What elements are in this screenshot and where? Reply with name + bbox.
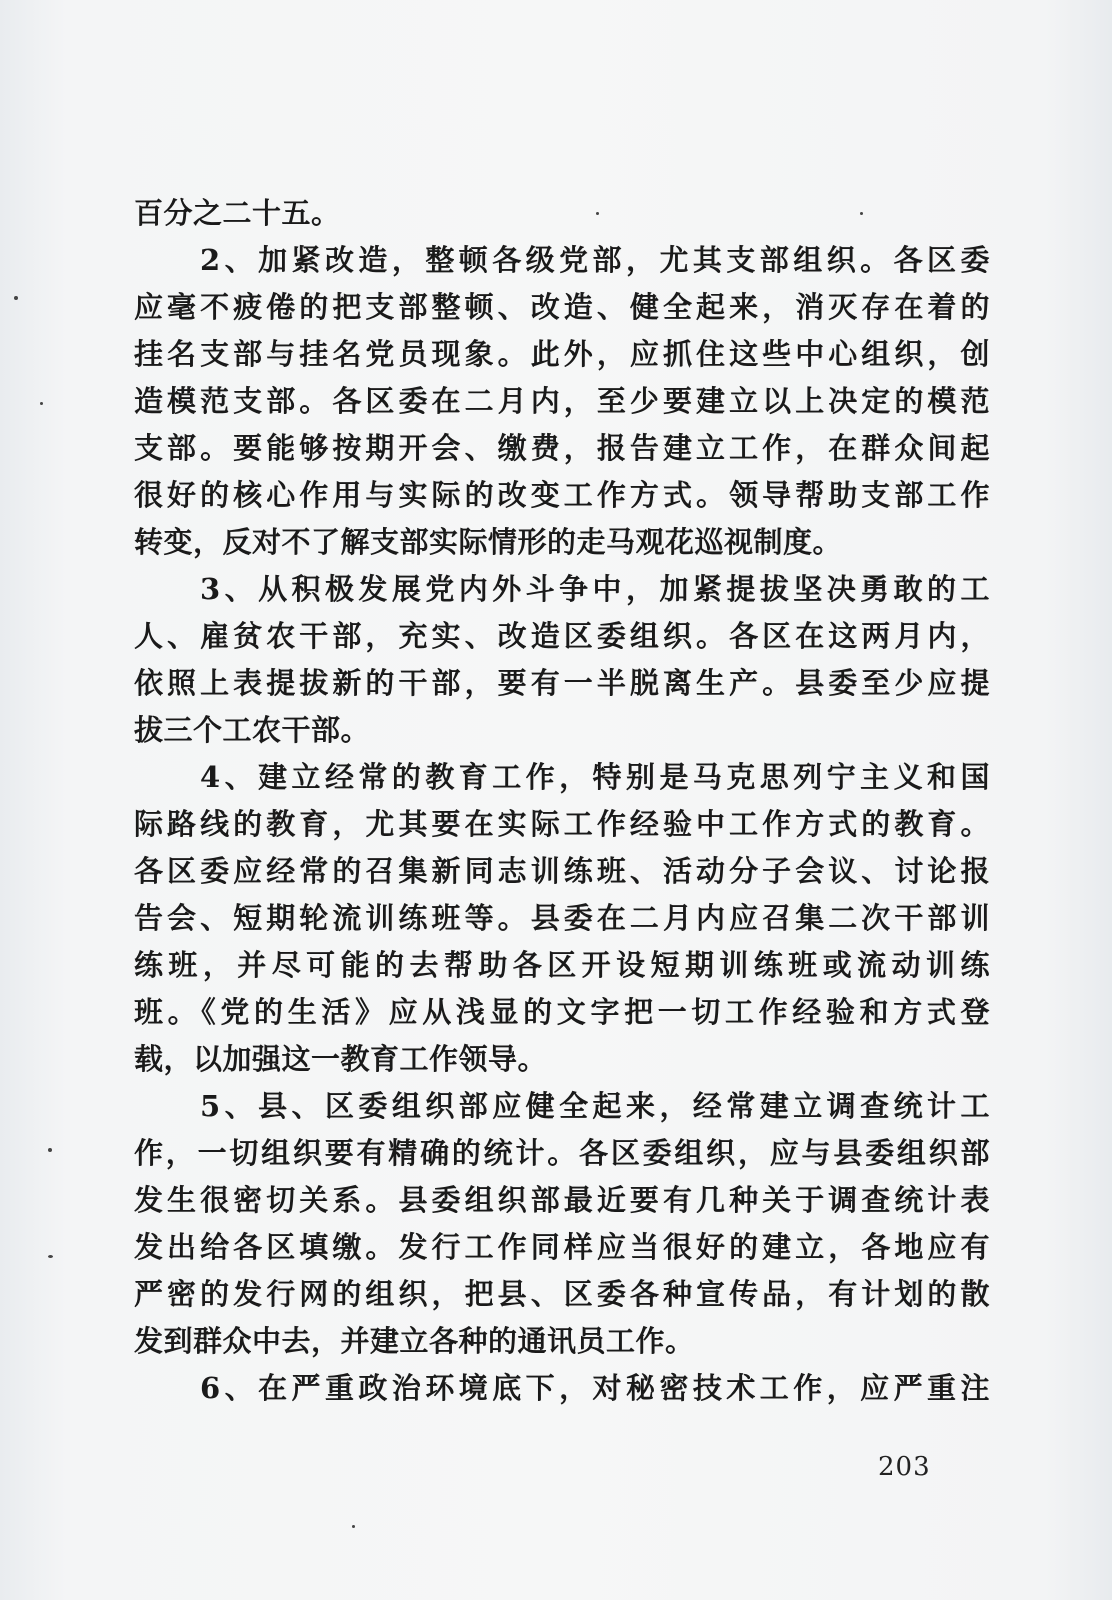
- scan-speck: [48, 1148, 52, 1152]
- text-line: 告会、短期轮流训练班等。县委在二月内应召集二次干部训: [134, 901, 990, 935]
- text-line: 练班，并尽可能的去帮助各区开设短期训练班或流动训练: [134, 948, 990, 982]
- text-line: 载，以加强这一教育工作领导。: [134, 1042, 548, 1076]
- text-line: 5、县、区委组织部应健全起来，经常建立调查统计工: [200, 1089, 990, 1123]
- text-line: 3、从积极发展党内外斗争中，加紧提拔坚决勇敢的工: [200, 572, 990, 606]
- text-line: 严密的发行网的组织，把县、区委各种宣传品，有计划的散: [134, 1277, 990, 1311]
- text-line: 应毫不疲倦的把支部整顿、改造、健全起来，消灭存在着的: [134, 290, 990, 324]
- text-line: 6、在严重政治环境底下，对秘密技术工作，应严重注: [200, 1371, 990, 1405]
- body-text: [134, 190, 990, 1412]
- text-line: 4、建立经常的教育工作，特别是马克思列宁主义和国: [200, 760, 990, 794]
- page-number: 203: [878, 1452, 931, 1482]
- scan-speck: [48, 1255, 53, 1258]
- text-line: 很好的核心作用与实际的改变工作方式。领导帮助支部工作: [134, 478, 990, 512]
- text-line: 转变，反对不了解支部实际情形的走马观花巡视制度。: [134, 525, 843, 559]
- scan-speck: [14, 296, 18, 300]
- text-line: 作，一切组织要有精确的统计。各区委组织，应与县委组织部: [134, 1136, 990, 1170]
- text-line: 际路线的教育，尤其要在实际工作经验中工作方式的教育。: [134, 807, 990, 841]
- scan-speck: [352, 1525, 355, 1528]
- scan-speck: [40, 402, 43, 405]
- text-line: 人、雇贫农干部，充实、改造区委组织。各区在这两月内，: [134, 619, 990, 653]
- text-line: 支部。要能够按期开会、缴费，报告建立工作，在群众间起: [134, 431, 990, 465]
- text-line: 挂名支部与挂名党员现象。此外，应抓住这些中心组织，创: [134, 337, 990, 371]
- text-line: 发到群众中去，并建立各种的通讯员工作。: [134, 1324, 695, 1358]
- text-line: 百分之二十五。: [134, 196, 341, 230]
- text-line: 各区委应经常的召集新同志训练班、活动分子会议、讨论报: [134, 854, 990, 888]
- text-line: 2、加紧改造，整顿各级党部，尤其支部组织。各区委: [200, 243, 990, 277]
- scan-speck: [860, 212, 863, 215]
- scan-speck: [596, 212, 599, 215]
- text-line: 班。《党的生活》应从浅显的文字把一切工作经验和方式登: [134, 995, 990, 1029]
- text-line: 发生很密切关系。县委组织部最近要有几种关于调查统计表: [134, 1183, 990, 1217]
- text-line: 拔三个工农干部。: [134, 713, 371, 747]
- text-line: 造模范支部。各区委在二月内，至少要建立以上决定的模范: [134, 384, 990, 418]
- text-line: 发出给各区填缴。发行工作同样应当很好的建立，各地应有: [134, 1230, 990, 1264]
- text-line: 依照上表提拔新的干部，要有一半脱离生产。县委至少应提: [134, 666, 990, 700]
